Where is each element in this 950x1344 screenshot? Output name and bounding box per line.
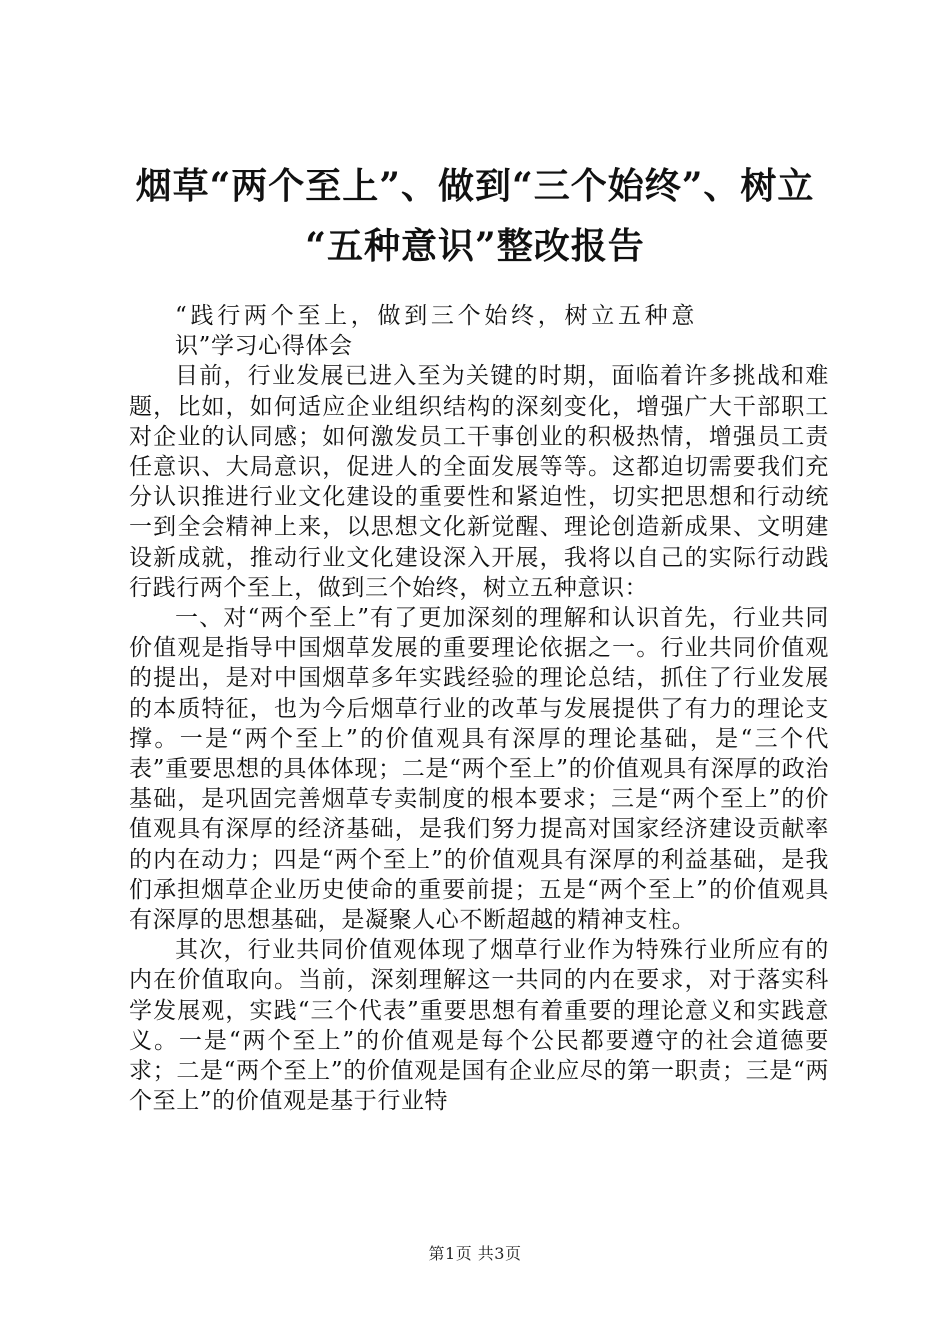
paragraph: 目前，行业发展已进入至为关键的时期，面临着许多挑战和难题，比如，如何适应企业组织结构的深刻变化，增强广大干部职工对企业的认同感；如何激发员工干事创业的积极热情，增强员工责任意识、大局意识，促进人的全面发展等等。这都迫切需要我们充分认识推进行业文化建设的重要性和紧迫性，切实把思想和行动统一到全会精神上来，以思想文化新觉醒、理论创造新成果、文明建设新成就，推动行业文化建设深入开展，我将以自己的实际行动践行践行两个至上，做到三个始终，树立五种意识： (129, 363, 829, 601)
document-subtitle: “践行两个至上，做到三个始终，树立五种意识”学习心得体会 (175, 303, 695, 360)
document-title-line-2: “五种意识”整改报告 (305, 225, 645, 267)
paragraph: 一、对“两个至上”有了更加深刻的理解和认识首先，行业共同价值观是指导中国烟草发展的重要理论依据之一。行业共同价值观的提出，是对中国烟草多年实践经验的理论总结，抓住了行业发展的本质特征，也为今后烟草行业的改革与发展提供了有力的理论支撑。一是“两个至上”的价值观具有深厚的理论基础，是“三个代表”重要思想的具体体现；二是“两个至上”的价值观具有深厚的政治基础，是巩固完善烟草专卖制度的根本要求；三是“两个至上”的价值观具有深厚的经济基础，是我们努力提高对国家经济建设贡献率的内在动力；四是“两个至上”的价值观具有深厚的利益基础，是我们承担烟草企业历史使命的重要前提；五是“两个至上”的价值观具有深厚的思想基础，是凝聚人心不断超越的精神支柱。 (129, 605, 829, 934)
paragraph: 其次，行业共同价值观体现了烟草行业作为特殊行业所应有的内在价值取向。当前，深刻理解这一共同的内在要求，对于落实科学发展观，实践“三个代表”重要思想有着重要的理论意义和实践意义。一是“两个至上”的价值观是每个公民都要遵守的社会道德要求；二是“两个至上”的价值观是国有企业应尽的第一职责；三是“两个至上”的价值观是基于行业特 (129, 937, 829, 1115)
document-body (129, 301, 829, 1116)
page-number-footer: 第1页 共3页 (428, 1244, 522, 1263)
document-title-line-1: 烟草“两个至上”、做到“三个始终”、树立 (135, 165, 815, 207)
